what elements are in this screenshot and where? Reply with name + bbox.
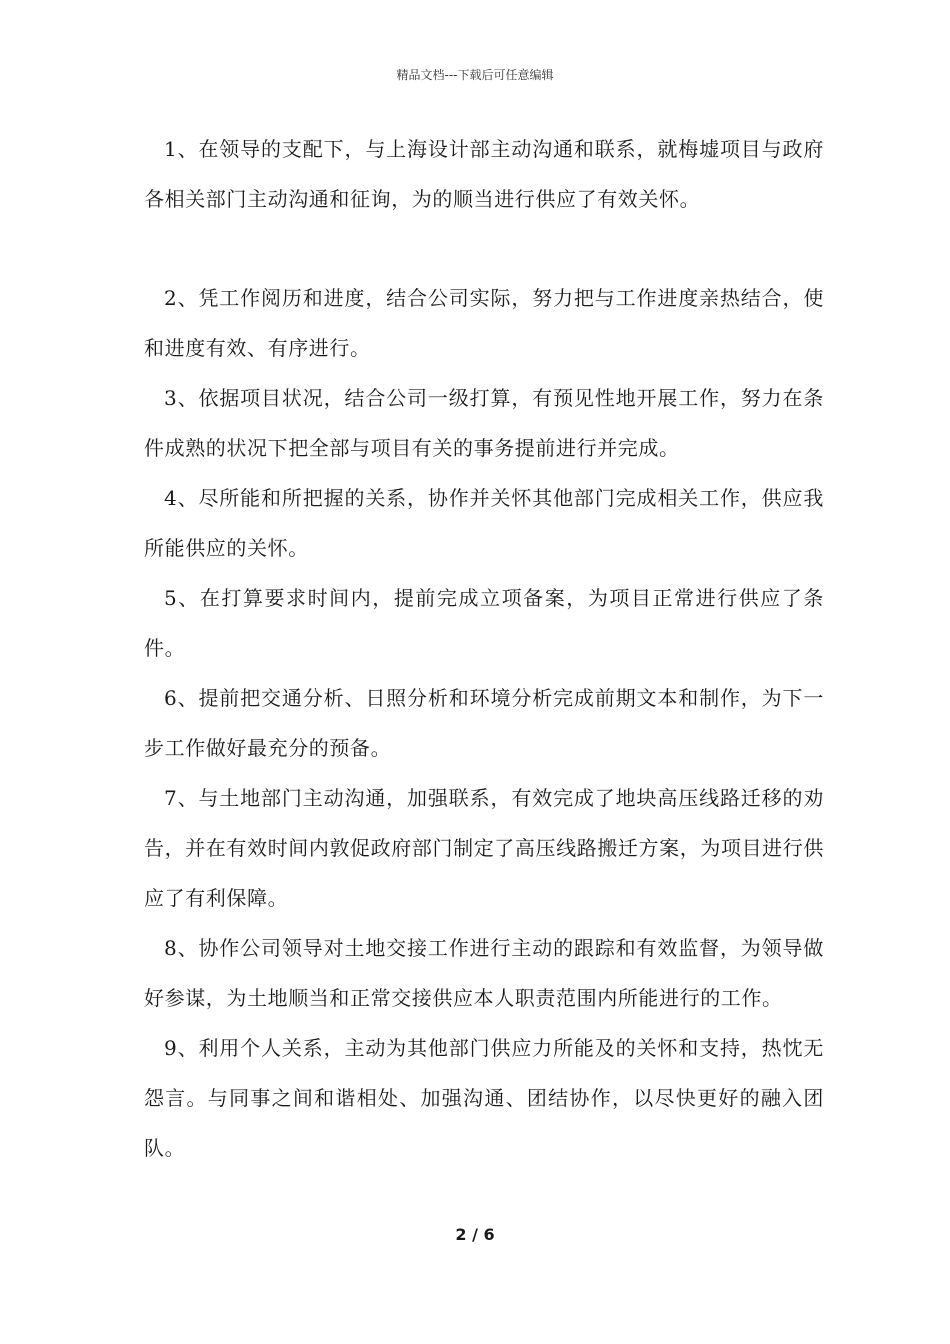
paragraph-1: 1、在领导的支配下，与上海设计部主动沟通和联系，就梅墟项目与政府各相关部门主动沟通和征询，为的顺当进行供应了有效关怀。 xyxy=(144,137,824,211)
paragraph-4: 4、尽所能和所把握的关系，协作并关怀其他部门完成相关工作，供应我所能供应的关怀。 xyxy=(144,486,824,560)
paragraph-9: 9、利用个人关系，主动为其他部门供应力所能及的关怀和支持，热忱无怨言。与同事之间和谐相处、加强沟通、团结协作，以尽快更好的融入团队。 xyxy=(144,1036,824,1160)
document-body xyxy=(144,124,824,1173)
paragraph-7: 7、与土地部门主动沟通，加强联系，有效完成了地块高压线路迁移的劝告，并在有效时间内敦促政府部门制定了高压线路搬迁方案，为项目进行供应了有利保障。 xyxy=(144,786,824,910)
paragraph-2: 2、凭工作阅历和进度，结合公司实际，努力把与工作进度亲热结合，使和进度有效、有序进行。 xyxy=(144,286,824,360)
paragraph-5: 5、在打算要求时间内，提前完成立项备案，为项目正常进行供应了条件。 xyxy=(144,586,824,660)
paragraph-3: 3、依据项目状况，结合公司一级打算，有预见性地开展工作，努力在条件成熟的状况下把全部与项目有关的事务提前进行并完成。 xyxy=(144,386,824,460)
page-header: 精品文档---下载后可任意编辑 xyxy=(396,68,554,82)
paragraph-8: 8、协作公司领导对土地交接工作进行主动的跟踪和有效监督，为领导做好参谋，为土地顺当和正常交接供应本人职责范围内所能进行的工作。 xyxy=(144,936,824,1010)
paragraph-6: 6、提前把交通分析、日照分析和环境分析完成前期文本和制作，为下一步工作做好最充分的预备。 xyxy=(144,686,824,760)
page-number: 2 / 6 xyxy=(455,1225,495,1244)
